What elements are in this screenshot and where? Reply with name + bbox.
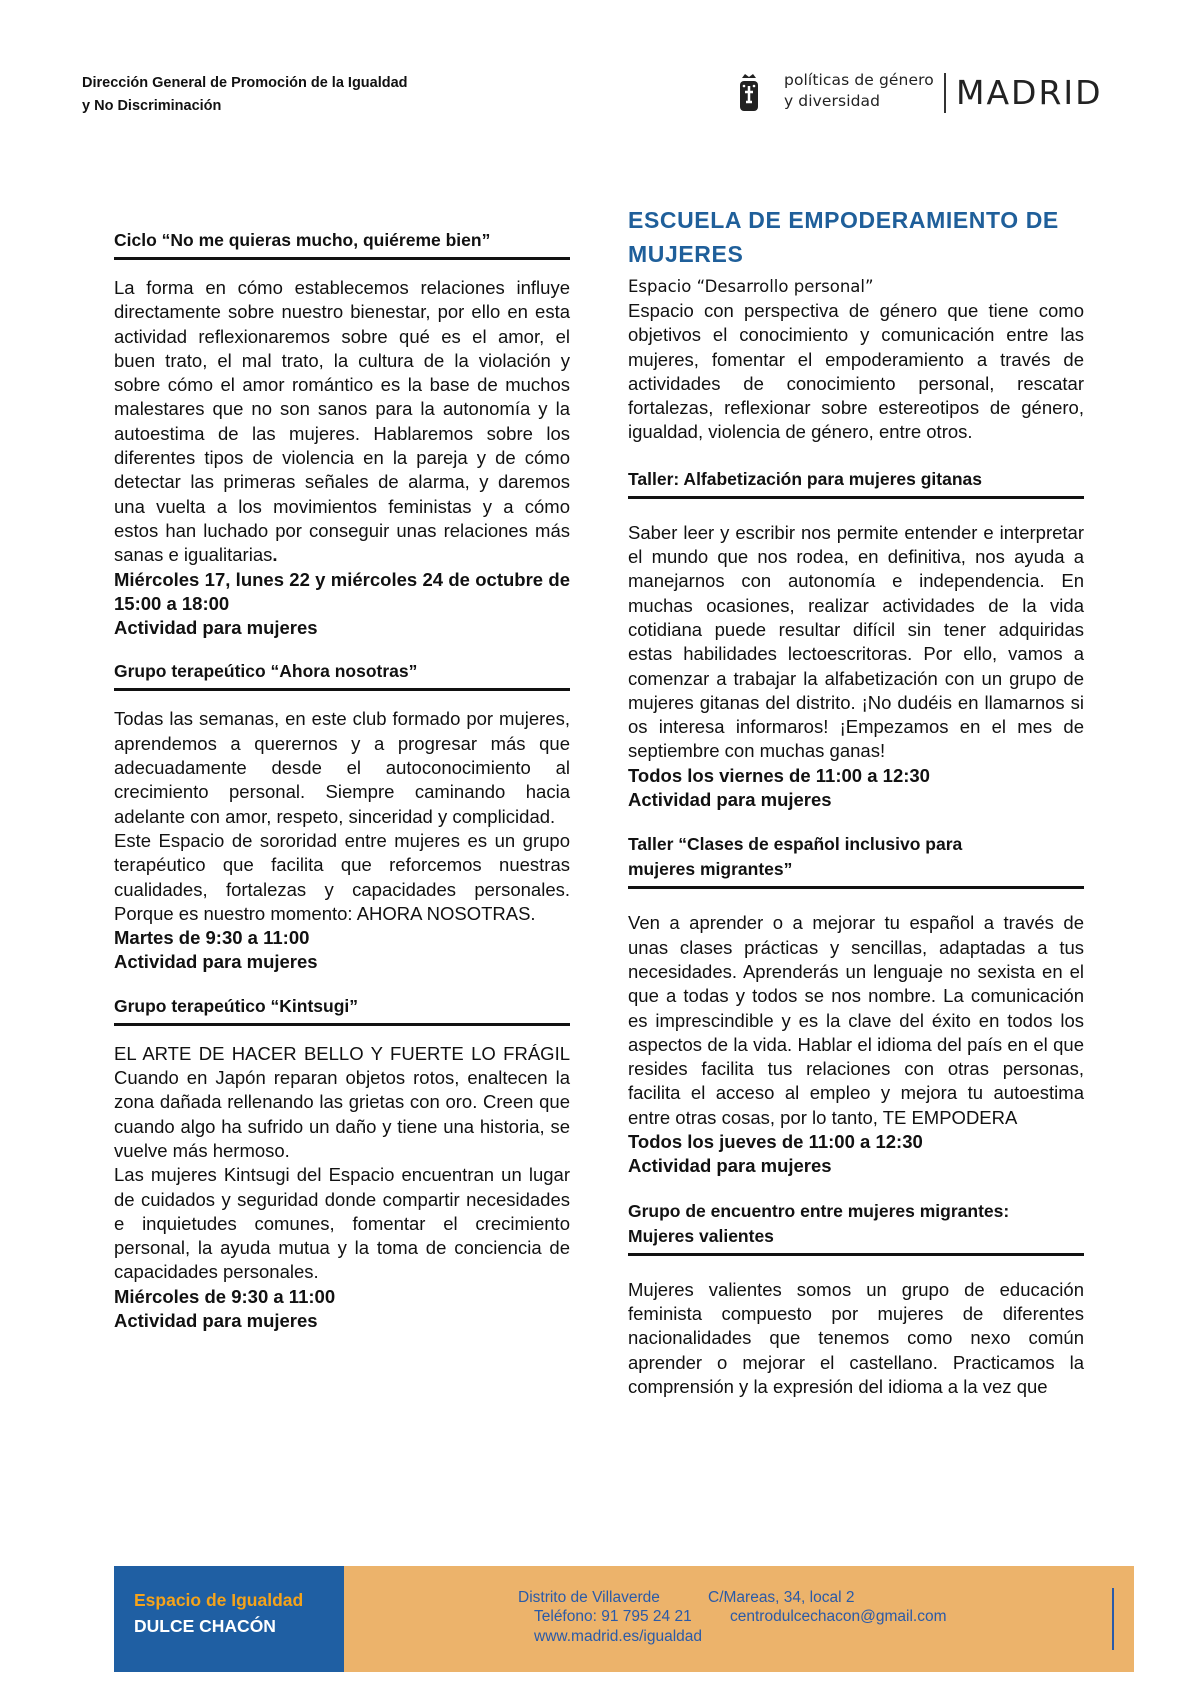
section-body xyxy=(114,276,570,568)
section-body-text: La forma en cómo establecemos relaciones influye directamente sobre nuestro bienestar, por ello en esta actividad reflexionaremos sobre qué es el amor, el buen trato, el mal trato, la cultura de la violación y sobre cómo el amor romántico es la base de muchos malestares que no son sanos para la autonomía y la autoestima de las mujeres. Hablaremos sobre los diferentes tipos de violencia en la pareja y de cómo detectar las primeras señales de alarma, y daremos una vuelta a los movimientos feministas y a cómo estos han luchado por conseguir unas relaciones más sanas e igualitarias xyxy=(114,277,570,566)
footer-address: C/Mareas, 34, local 2 xyxy=(708,1589,855,1606)
section-schedule: Todos los viernes de 11:00 a 12:30 xyxy=(628,764,930,786)
footer-contact-block xyxy=(344,1566,1134,1672)
section-title: Ciclo “No me quieras mucho, quiéreme bien” xyxy=(114,230,491,250)
footer xyxy=(114,1566,1134,1672)
section-body: Este Espacio de sororidad entre mujeres es un grupo terapéutico que facilita que reforcemos nuestras cualidades, fortalezas y capacidades personales. Porque es nuestro momento: AHORA NOSOTRAS. xyxy=(114,829,570,924)
section-audience: Actividad para mujeres xyxy=(628,789,832,811)
section-title: Grupo terapeútico “Ahora nosotras” xyxy=(114,661,418,682)
section-rule xyxy=(114,1023,570,1026)
logo-line-2: y diversidad xyxy=(784,92,881,110)
footer-blue-block xyxy=(114,1566,344,1672)
section-body: Saber leer y escribir nos permite entender e interpretar el mundo que nos rodea, en definitiva, nos ayuda a manejarnos con autonomía e independencia. En muchas ocasiones, realizar actividades de la vida cotidiana puede resultar difícil sin tener adquiridas estas habilidades lectoescritoras. Por ello, vamos a comenzar a trabajar la alfabetización con un grupo de mujeres gitanas del distrito. ¡No dudéis en llamarnos si os interesa informaros! ¡Empezamos en el mes de septiembre con muchas ganas! xyxy=(628,521,1084,762)
section-body: Mujeres valientes somos un grupo de educación feminista compuesto por mujeres de diferentes nacionalidades que tenemos como nexo común aprender o mejorar el castellano. Practicamos la comprensión y la expresión del idioma a la vez que xyxy=(628,1278,1084,1397)
footer-website[interactable]: www.madrid.es/igualdad xyxy=(534,1628,703,1645)
section-audience: Actividad para mujeres xyxy=(114,1309,318,1331)
section-rule xyxy=(628,1253,1084,1256)
section-schedule: Miércoles 17, lunes 22 y miércoles 24 de octubre de 15:00 a 18:00 xyxy=(114,568,570,614)
section-rule xyxy=(114,257,570,260)
section-rule xyxy=(114,688,570,691)
section-body: Todas las semanas, en este club formado por mujeres, aprendemos a querernos y a progresar más que adecuadamente desde el autoconocimiento al crecimiento personal. Siempre caminando hacia adelante con amor, respeto, sinceridad y complicidad. xyxy=(114,708,570,827)
section-audience: Actividad para mujeres xyxy=(114,617,318,639)
school-intro: Espacio con perspectiva de género que tiene como objetivos el conocimiento y comunicación entre las mujeres, fomentar el empoderamiento a través de actividades de conocimiento personal, rescatar fortalezas, reflexionar sobre estereotipos de género, igualdad, violencia de género, entre otros. xyxy=(628,300,1084,443)
footer-district: Distrito de Villaverde xyxy=(518,1589,660,1606)
section-title: Grupo de encuentro entre mujeres migrantes: Mujeres valientes xyxy=(628,1200,1010,1246)
section-rule xyxy=(628,886,1084,889)
department-line-2: y No Discriminación xyxy=(82,98,222,114)
logo-line-1: políticas de género xyxy=(784,71,934,89)
logo-divider xyxy=(944,73,946,113)
left-column xyxy=(114,228,570,1333)
section-title: Grupo terapeútico “Kintsugi” xyxy=(114,995,359,1016)
section-audience: Actividad para mujeres xyxy=(114,951,318,973)
right-column xyxy=(628,203,1084,1399)
section-audience: Actividad para mujeres xyxy=(628,1155,832,1177)
section-body: EL ARTE DE HACER BELLO Y FUERTE LO FRÁGIL Cuando en Japón reparan objetos rotos, enaltecen la zona dañada rellenando las grietas con oro. Creen que cuando algo ha sufrido un daño y tiene una historia, se vuelve más hermoso. xyxy=(114,1042,570,1161)
department-name xyxy=(82,72,502,118)
section-body-end: . xyxy=(272,544,278,566)
department-line-1: Dirección General de Promoción de la Igualdad xyxy=(82,75,408,91)
footer-space-name: DULCE CHACÓN xyxy=(134,1616,276,1636)
section-title: Taller: Alfabetización para mujeres gitanas xyxy=(628,468,982,489)
footer-space-label: Espacio de Igualdad xyxy=(134,1590,304,1610)
section-title: Taller “Clases de español inclusivo para mujeres migrantes” xyxy=(628,834,963,880)
section-schedule: Miércoles de 9:30 a 11:00 xyxy=(114,1285,336,1307)
logo-city: MADRID xyxy=(956,73,1103,112)
logo-text xyxy=(784,70,934,112)
school-subtitle: Espacio “Desarrollo personal” xyxy=(628,277,874,296)
section-schedule: Todos los jueves de 11:00 a 12:30 xyxy=(628,1131,923,1153)
section-body: Ven a aprender o a mejorar tu español a través de unas clases prácticas y sencillas, adaptadas a tus necesidades. Aprenderás un lenguaje no sexista en el que a todas y todos se nos nombre. La comunicación es imprescindible y es la clave del éxito en todos los aspectos de la vida. Hablar el idioma del país en el que resides facilita tus relaciones con otras personas, facilita el acceso al empleo y mejora tu autoestima entre otras cosas, por lo tanto, TE EMPODERA xyxy=(628,912,1084,1128)
footer-phone: Teléfono: 91 795 24 21 xyxy=(534,1608,692,1625)
school-title: ESCUELA DE EMPODERAMIENTO DE MUJERES xyxy=(628,207,1059,267)
section-rule xyxy=(628,496,1084,499)
footer-divider xyxy=(1112,1588,1114,1650)
section-schedule: Martes de 9:30 a 11:00 xyxy=(114,927,310,949)
footer-email[interactable]: centrodulcechacon@gmail.com xyxy=(730,1608,947,1625)
coat-of-arms-icon xyxy=(738,72,760,114)
madrid-logo xyxy=(738,70,1103,116)
section-body: Las mujeres Kintsugi del Espacio encuentran un lugar de cuidados y seguridad donde compartir necesidades e inquietudes comunes, fomentar el crecimiento personal, la ayuda mutua y la toma de conciencia de capacidades personales. xyxy=(114,1164,570,1283)
